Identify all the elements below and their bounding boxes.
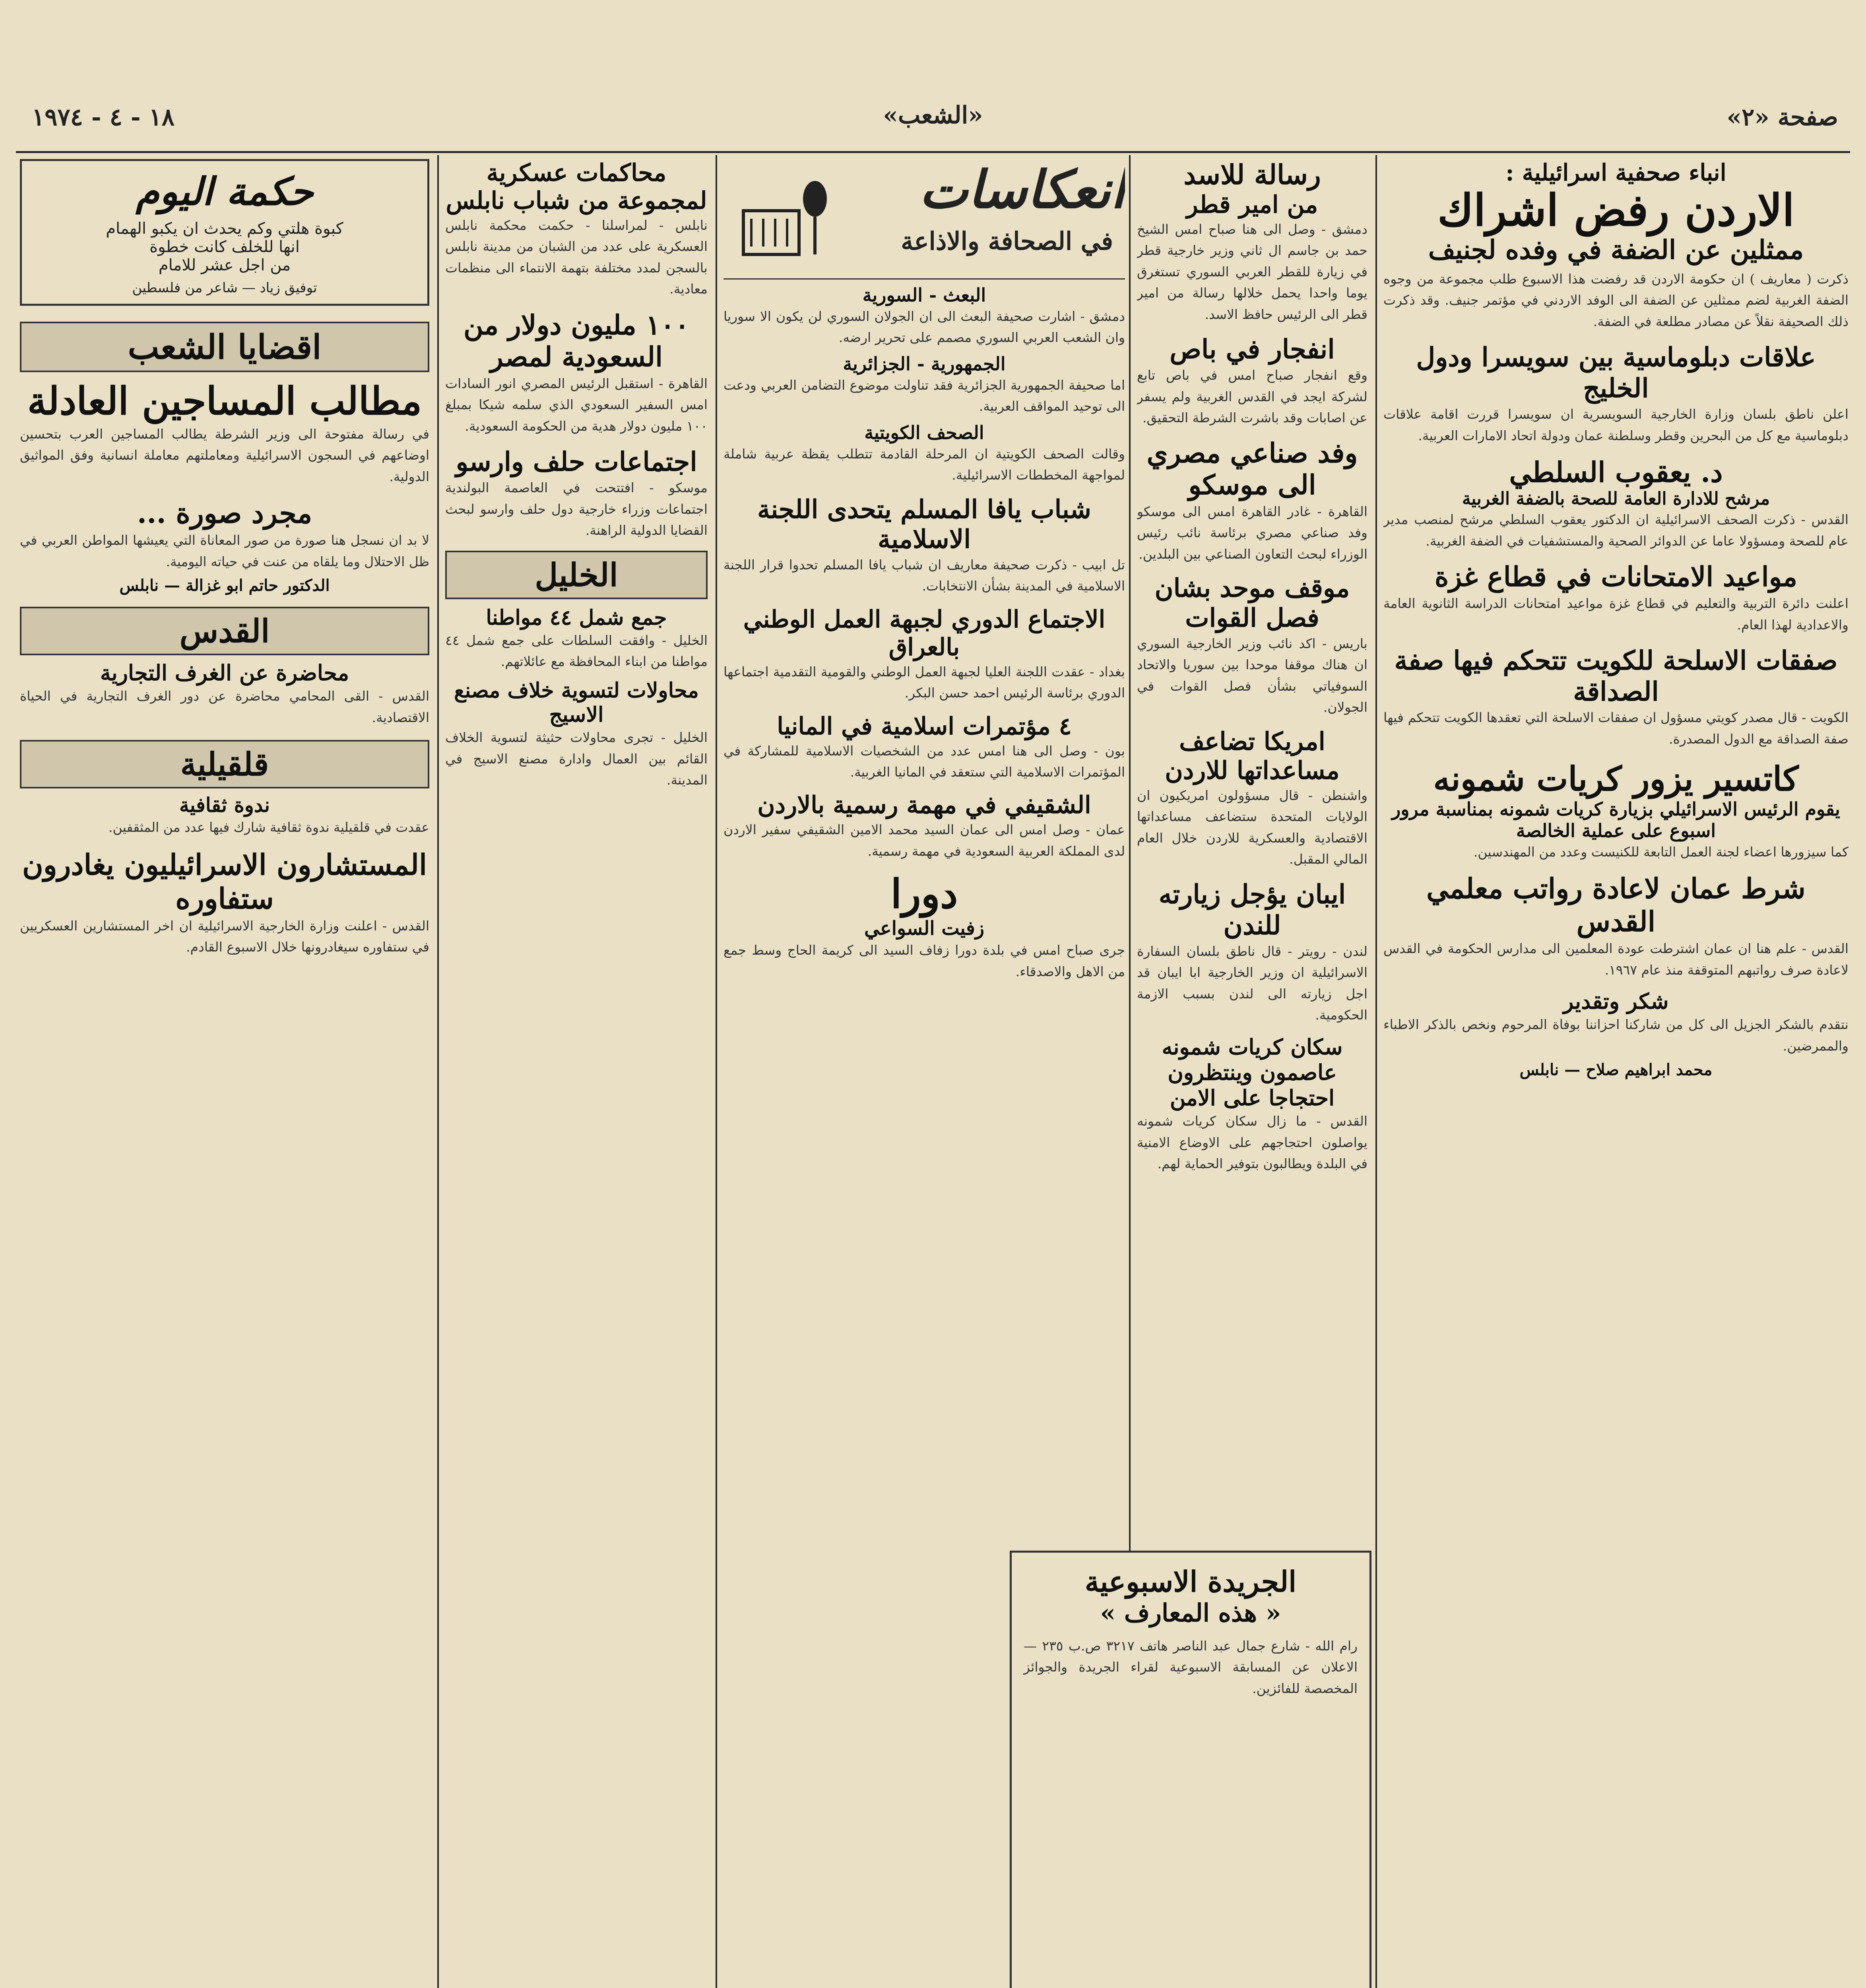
headline: الاردن رفض اشراك: [1437, 184, 1794, 236]
column-rule: [716, 155, 717, 1988]
article-headline: محاكمات عسكرية لمجموعة من شباب نابلس: [446, 159, 707, 215]
newspaper-name: «الشعب»: [883, 101, 983, 129]
column-world-news: [1137, 159, 1367, 1547]
jerusalem-banner: القدس: [20, 607, 429, 655]
article-body: وقالت الصحف الكويتية ان المرحلة القادمة تتطلب يقظة عربية شاملة لمواجهة المخططات الاسرائيلية.: [724, 446, 1125, 483]
banner-subtitle: في الصحافة والاذاعة: [901, 227, 1113, 256]
article-body: في رسالة مفتوحة الى وزير الشرطة يطالب المساجين العرب بتحسين اوضاعهم في السجون الاسرائيلية ومعاملتهم معاملة انسانية وفق المواثيق الدولية.: [20, 426, 429, 484]
weekly-subtitle: « هذه المعارف »: [1100, 1598, 1281, 1627]
notice-headline: شكر وتقدير: [1563, 988, 1669, 1014]
article-body: وقع انفجار صباح امس في باص تابع لشركة ايجد في القدس الغربية ولم يسفر عن اصابات وقد باشرت الشرطة التحقيق.: [1137, 367, 1367, 426]
article-headline: د. يعقوب السلطي: [1509, 456, 1723, 489]
article-headline: انفجار في باص: [1170, 334, 1335, 365]
article-body: بغداد - عقدت اللجنة العليا لجبهة العمل الوطني والقومية التقدمية اجتماعها الدوري برئاسة الرئيس احمد حسن البكر.: [724, 664, 1125, 701]
column-rule: [437, 155, 439, 1988]
article-body: لا بد ان نسجل هنا صورة من صور المعاناة التي يعيشها المواطن العربي في ظل الاحتلال وما يلقاه من عنت في حياته اليومية.: [20, 532, 429, 569]
article-headline: ندوة ثقافية: [179, 793, 270, 817]
column-israeli-press: [1383, 159, 1849, 1988]
wisdom-box: [20, 159, 429, 306]
article-headline: وفد صناعي مصري الى موسكو: [1146, 437, 1358, 501]
article-headline: البعث - السورية: [862, 284, 986, 306]
people-issues-banner: اقضايا الشعب: [20, 322, 429, 372]
weekly-competition-box: [1010, 1551, 1371, 1988]
column-local-news: [445, 159, 708, 1988]
column-opinion: [20, 159, 429, 1988]
press-banner: [724, 159, 1125, 280]
article-signature: الدكتور حاتم ابو غزالة — نابلس: [119, 576, 330, 595]
article-headline: صفقات الاسلحة للكويت تتحكم فيها صفة الصداقة: [1394, 645, 1838, 707]
article-headline: الجمهورية - الجزائرية: [843, 353, 1006, 375]
article-body: موسكو - افتتحت في العاصمة البولندية اجتماعات وزراء خارجية دول حلف وارسو لبحث القضايا الدولية الراهنة.: [445, 480, 708, 538]
article-body: واشنطن - قال مسؤولون امريكيون ان الولايات المتحدة ستضاعف مساعداتها الاقتصادية والعسكرية للاردن خلال العام المالي المقبل.: [1137, 787, 1367, 867]
article-headline: مواعيد الامتحانات في قطاع غزة: [1434, 561, 1798, 593]
article-headline: الشقيفي في مهمة رسمية بالاردن: [757, 791, 1091, 819]
masthead: [16, 80, 1850, 143]
article-body: دمشق - وصل الى هنا صباح امس الشيخ حمد بن جاسم ال ثاني وزير خارجية قطر في زيارة للقطر العربي السوري تستغرق يوما واحدا يحمل خلالها رسالة من امير قطر الى الرئيس حافظ الاسد.: [1137, 221, 1367, 322]
article-body: عقدت في قلقيلية ندوة ثقافية شارك فيها عدد من المثقفين.: [108, 819, 429, 835]
article-body: جرى صباح امس في بلدة دورا زفاف السيد الى كريمة الحاج وسط جمع من الاهل والاصدقاء.: [724, 942, 1125, 979]
radio-microphone-icon: [735, 175, 839, 262]
article-headline: مطالب المساجين العادلة: [27, 379, 422, 423]
page-number: صفحة «٢»: [1726, 103, 1838, 131]
weekly-title: الجريدة الاسبوعية: [1084, 1565, 1297, 1598]
article-body: الخليل - وافقت السلطات على جمع شمل ٤٤ مواطنا من ابناء المحافظة مع عائلاتهم.: [445, 632, 708, 669]
column-rule: [1129, 155, 1131, 1551]
article-body: القدس - علم هنا ان عمان اشترطت عودة المعلمين الى مدارس الحكومة في القدس لاعادة صرف رواتبهم المتوقفة منذ عام ١٩٦٧.: [1383, 941, 1849, 978]
article-body: باريس - اكد نائب وزير الخارجية السوري ان هناك موقفا موحدا بين سوريا والاتحاد السوفياتي بشأن فصل القوات في الجولان.: [1137, 635, 1367, 715]
wisdom-author: توفيق زياد — شاعر من فلسطين: [132, 280, 317, 296]
article-headline: محاضرة عن الغرف التجارية: [100, 660, 349, 686]
wisdom-verse: انها للخلف كانت خطوة: [149, 238, 300, 256]
article-headline: علاقات دبلوماسية بين سويسرا ودول الخليج: [1416, 342, 1816, 404]
article-headline: جمع شمل ٤٤ مواطنا: [486, 605, 667, 630]
banner-title: انعكاسات: [919, 159, 1125, 220]
article-body: القدس - ذكرت الصحف الاسرائيلية ان الدكتور يعقوب السلطي مرشح لمنصب مدير عام للصحة ومسؤولا عاما عن الدوائر الصحية والمستشفيات في الضفة الغربية.: [1383, 512, 1849, 549]
local-banner: دورا: [890, 870, 958, 918]
subheadline: ممثلين عن الضفة في وفده لجنيف: [1428, 234, 1804, 265]
article-headline: شباب يافا المسلم يتحدى اللجنة الاسلامية: [757, 494, 1091, 554]
article-body: بون - وصل الى هنا امس عدد من الشخصيات الاسلامية للمشاركة في المؤتمرات الاسلامية التي ستعقد في المانيا الغربية.: [724, 743, 1125, 780]
article-body: لندن - رويتر - قال ناطق بلسان السفارة الاسرائيلية ان وزير الخارجية ابا ايبان قد اجل زيارته الى لندن بسبب الازمة الحكومية.: [1137, 943, 1367, 1023]
article-body: القاهرة - استقبل الرئيس المصري انور السادات امس السفير السعودي الذي سلمه شيكا بمبلغ ١٠٠ مليون دولار هدية من الحكومة السعودية.: [445, 375, 708, 434]
article-subheadline: زفيت السواعي: [864, 917, 984, 940]
article-headline: المستشارون الاسرائيليون يغادرون ستفاوره: [22, 847, 427, 915]
article-headline: امريكا تضاعف مساعداتها للاردن: [1165, 726, 1340, 785]
hebron-banner: الخليل: [445, 551, 708, 599]
article-headline: محاولات لتسوية خلاف مصنع الاسيج: [454, 678, 699, 727]
column-rule: [1375, 155, 1377, 1988]
article-headline: سكان كريات شمونه عاصمون وينتظرون احتجاجا على الامن: [1162, 1034, 1343, 1111]
article-body: كما سيزورها اعضاء لجنة العمل التابعة للكنيست وعدد من المهندسين.: [1473, 844, 1849, 860]
notice-body: نتقدم بالشكر الجزيل الى كل من شاركنا احزاننا بوفاة المرحوم ونخص بالذكر الاطباء والممرضين.: [1383, 1017, 1849, 1054]
article-body: القدس - ما زال سكان كريات شمونه يواصلون احتجاجهم على الاوضاع الامنية في البلدة ويطالبون بتوفير الحماية لهم.: [1137, 1113, 1367, 1172]
kicker: انباء صحفية اسرائيلية :: [1505, 159, 1726, 186]
article-body: دمشق - اشارت صحيفة البعث الى ان الجولان السوري لن يكون الا سوريا وان الشعب العربي السوري مصمم على تحرير ارضه.: [724, 309, 1125, 346]
weekly-body: رام الله - شارع جمال عبد الناصر هاتف ٣٢١٧ ص.ب ٢٣٥ — الاعلان عن المسابقة الاسبوعية لقراء الجريدة والجوائز المخصصة للفائزين.: [1024, 1638, 1358, 1696]
article-subheadline: من امير قطر: [1186, 191, 1318, 219]
notice-signature: محمد ابراهيم صلاح — نابلس: [1519, 1060, 1713, 1079]
article-headline: موقف موحد بشان فصل القوات: [1154, 573, 1350, 633]
article-body: الخليل - تجرى محاولات حثيثة لتسوية الخلاف القائم بين العمال وادارة مصنع الاسيج في المدينة.: [445, 730, 708, 788]
article-body: عمان - وصل امس الى عمان السيد محمد الامين الشقيفي سفير الاردن لدى المملكة العربية السعودية في مهمة رسمية.: [724, 822, 1125, 859]
header-rule: [16, 151, 1850, 153]
article-body: اعلنت دائرة التربية والتعليم في قطاع غزة مواعيد امتحانات الدراسة الثانوية العامة والاعدادية لهذا العام.: [1383, 596, 1849, 633]
article-headline: اجتماعات حلف وارسو: [456, 446, 697, 478]
article-subheadline: مرشح للادارة العامة للصحة بالضفة الغربية: [1462, 489, 1770, 509]
wisdom-verse: كبوة هلتي وكم يحدث ان يكبو الهمام: [106, 219, 343, 238]
wisdom-title: حكمة اليوم: [136, 169, 314, 214]
article-body: ذكرت ( معاريف ) ان حكومة الاردن قد رفضت هذا الاسبوع طلب مجموعة من وجوه الضفة الغربية لضم ممثلين عن الضفة الى الوفد الاردني في مؤتمر جنيف. وقد ذكرت ذلك الصحيفة نقلاً عن مصادر مطلعة في الضفة.: [1383, 271, 1849, 329]
article-headline: كاتسير يزور كريات شمونه: [1433, 759, 1799, 798]
article-subheadline: يقوم الرئيس الاسرائيلي بزيارة كريات شمونه بمناسبة مرور اسبوع على عملية الخالصة: [1392, 798, 1840, 841]
article-headline: مجرد صورة ...: [137, 497, 312, 530]
article-body: القاهرة - غادر القاهرة امس الى موسكو وفد صناعي مصري برئاسة نائب رئيس الوزراء لبحث التعاون الصناعي بين البلدين.: [1137, 503, 1367, 562]
article-body: القدس - القى المحامي محاضرة عن دور الغرف التجارية في الحياة الاقتصادية.: [20, 688, 429, 725]
article-headline: شرط عمان لاعادة رواتب معلمي القدس: [1426, 872, 1806, 938]
article-headline: ١٠٠ مليون دولار من السعودية لمصر: [463, 309, 690, 373]
article-headline: الصحف الكويتية: [864, 421, 984, 443]
wisdom-verse: من اجل عشر للامام: [158, 256, 291, 274]
article-body: تل ابيب - ذكرت صحيفة معاريف ان شباب يافا المسلم تحدوا قرار اللجنة الاسلامية في المدينة بشأن الانتخابات.: [724, 557, 1125, 594]
article-body: الكويت - قال مصدر كويتي مسؤول ان صفقات الاسلحة التي تعقدها الكويت تتحكم فيها صفة الصداقة مع الدول المصدرة.: [1383, 710, 1849, 747]
article-body: اعلن ناطق بلسان وزارة الخارجية السويسرية ان سويسرا قررت اقامة علاقات دبلوماسية مع كل من البحرين وقطر وسلطنة عمان ودولة اتحاد الامارات العربية.: [1383, 406, 1849, 443]
article-headline: رسالة للاسد: [1183, 159, 1321, 191]
issue-date: ١٨ - ٤ - ١٩٧٤: [32, 103, 175, 131]
article-headline: ايبان يؤجل زيارته للندن: [1158, 878, 1346, 941]
article-body: نابلس - لمراسلنا - حكمت محكمة نابلس العسكرية على عدد من الشبان من مدينة نابلس بالسجن لمدد مختلفة بتهمة الانتماء الى منظمات معادية.: [445, 217, 708, 297]
qalqilya-banner: قلقيلية: [20, 740, 429, 788]
article-body: القدس - اعلنت وزارة الخارجية الاسرائيلية ان اخر المستشارين العسكريين في ستفاوره سيغادرونها خلال الاسبوع القادم.: [20, 918, 429, 955]
article-headline: الاجتماع الدوري لجبهة العمل الوطني بالعراق: [743, 605, 1106, 661]
article-body: اما صحيفة الجمهورية الجزائرية فقد تناولت موضوع التضامن العربي ودعت الى توحيد المواقف العربية.: [724, 377, 1125, 414]
article-headline: ٤ مؤتمرات اسلامية في المانيا: [777, 712, 1072, 740]
